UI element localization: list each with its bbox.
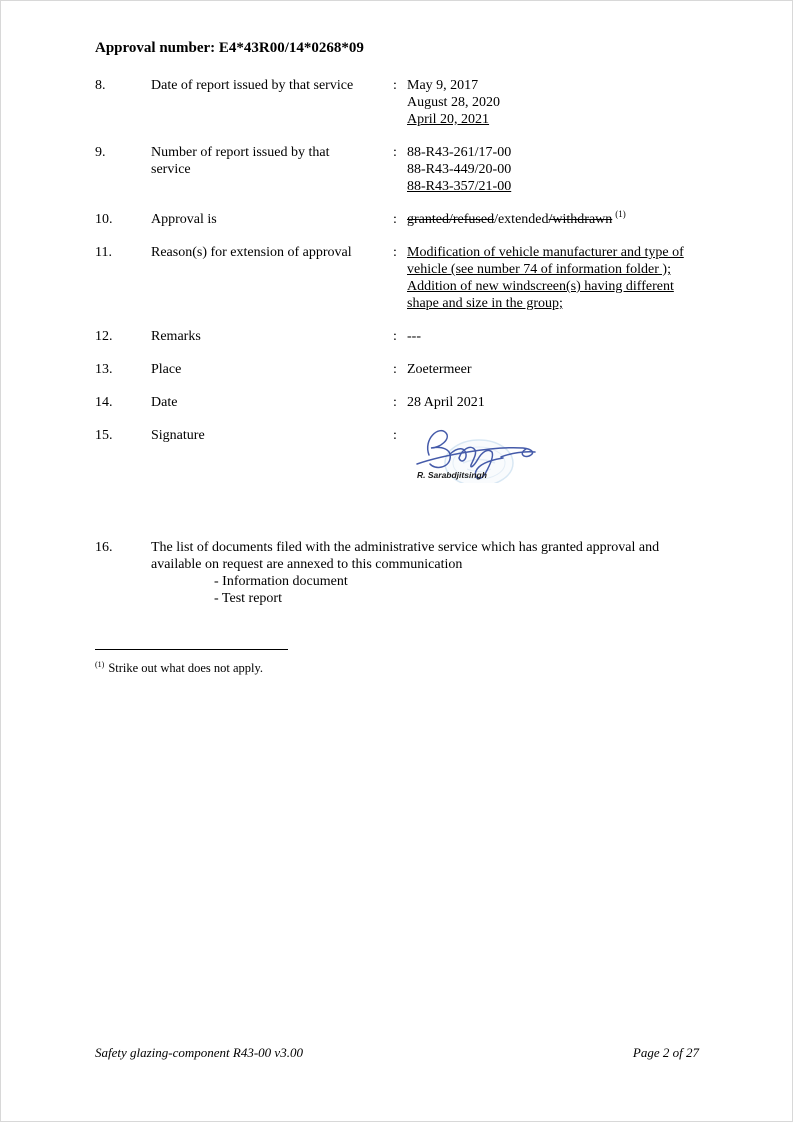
label-line: Reason(s) for extension of approval (151, 245, 352, 260)
label-line: Place (151, 362, 182, 377)
item-value (407, 361, 712, 378)
footnote-area (95, 649, 515, 676)
value-line: 88-R43-261/17-00 (407, 145, 512, 160)
item-value (407, 144, 712, 195)
item-number: 16. (95, 540, 113, 555)
value-line: April 20, 2021 (407, 112, 490, 127)
item-row-11 (95, 244, 712, 312)
label-line: Number of report issued by that (151, 145, 330, 160)
colon-separator: : (393, 145, 397, 160)
annex-list-item: - Information document (214, 574, 348, 589)
footnote-reference: (1) (615, 209, 626, 220)
footer-document-title: Safety glazing-component R43-00 v3.00 (95, 1045, 303, 1060)
value-line: Zoetermeer (407, 362, 472, 377)
item-row-12 (95, 328, 712, 345)
item-number: 9. (95, 145, 106, 160)
label-line: Remarks (151, 329, 201, 344)
value-line: --- (407, 329, 421, 344)
item-number: 13. (95, 362, 113, 377)
value-line: August 28, 2020 (407, 95, 500, 110)
item-row-16 (95, 539, 712, 607)
item-value (407, 211, 712, 228)
signatory-name: R. Sarabdjitsingh (417, 470, 487, 480)
kept-option: /extended (494, 212, 549, 227)
colon-separator: : (393, 428, 397, 443)
item-label (151, 361, 393, 378)
item-number: 12. (95, 329, 113, 344)
item-row-8 (95, 77, 712, 128)
item-label (151, 211, 393, 228)
footer-page-number: Page 2 of 27 (632, 1045, 699, 1060)
colon-separator: : (393, 329, 397, 344)
item-number: 11. (95, 245, 112, 260)
colon-separator: : (393, 362, 397, 377)
footnote (95, 657, 515, 676)
item-value (407, 77, 712, 128)
value-line: 88-R43-449/20-00 (407, 162, 512, 177)
signature-block (407, 421, 712, 483)
footnote-marker: (1) (95, 660, 105, 669)
footnote-rule (95, 649, 288, 650)
label-line: Approval is (151, 212, 217, 227)
item-row-13 (95, 361, 712, 378)
item-row-14 (95, 394, 712, 411)
annex-list-item: - Test report (214, 591, 282, 606)
item-value (407, 328, 712, 345)
item-number: 10. (95, 212, 113, 227)
item-label (151, 394, 393, 411)
colon-separator: : (393, 245, 397, 260)
item-label (151, 77, 393, 94)
item-label (151, 328, 393, 345)
item-label (151, 244, 393, 261)
label-line: Date of report issued by that service (151, 78, 354, 93)
value-line: Modification of vehicle manufacturer and type of (407, 245, 684, 260)
value-line: 28 April 2021 (407, 395, 485, 410)
document-content (95, 39, 712, 623)
item-value (407, 244, 712, 312)
text-line: available on request are annexed to this communication (151, 557, 463, 572)
value-line: 88-R43-357/21-00 (407, 179, 512, 194)
label-line: Signature (151, 428, 205, 443)
item-value (407, 394, 712, 411)
item-number: 15. (95, 428, 113, 443)
value-line: shape and size in the group; (407, 296, 563, 311)
colon-separator: : (393, 78, 397, 93)
colon-separator: : (393, 212, 397, 227)
text-line: The list of documents filed with the administrative service which has granted approval and (151, 540, 660, 555)
struck-option: granted/refused (407, 212, 495, 227)
footnote-text: Strike out what does not apply. (108, 661, 264, 676)
struck-option: /withdrawn (548, 212, 613, 227)
colon-separator: : (393, 395, 397, 410)
item-row-9 (95, 144, 712, 195)
item-number: 8. (95, 78, 106, 93)
value-line: May 9, 2017 (407, 78, 479, 93)
item-label (151, 144, 393, 178)
item-text (151, 539, 712, 607)
label-line: Date (151, 395, 178, 410)
item-row-10 (95, 211, 712, 228)
value-line: vehicle (see number 74 of information folder ); (407, 262, 671, 277)
item-number: 14. (95, 395, 113, 410)
item-value (407, 427, 712, 483)
approval-number-heading: Approval number: E4*43R00/14*0268*09 (95, 40, 364, 56)
item-row-15 (95, 427, 712, 483)
value-line: Addition of new windscreen(s) having different (407, 279, 674, 294)
label-line: service (151, 162, 191, 177)
page-footer (95, 1045, 699, 1061)
item-label (151, 427, 393, 444)
